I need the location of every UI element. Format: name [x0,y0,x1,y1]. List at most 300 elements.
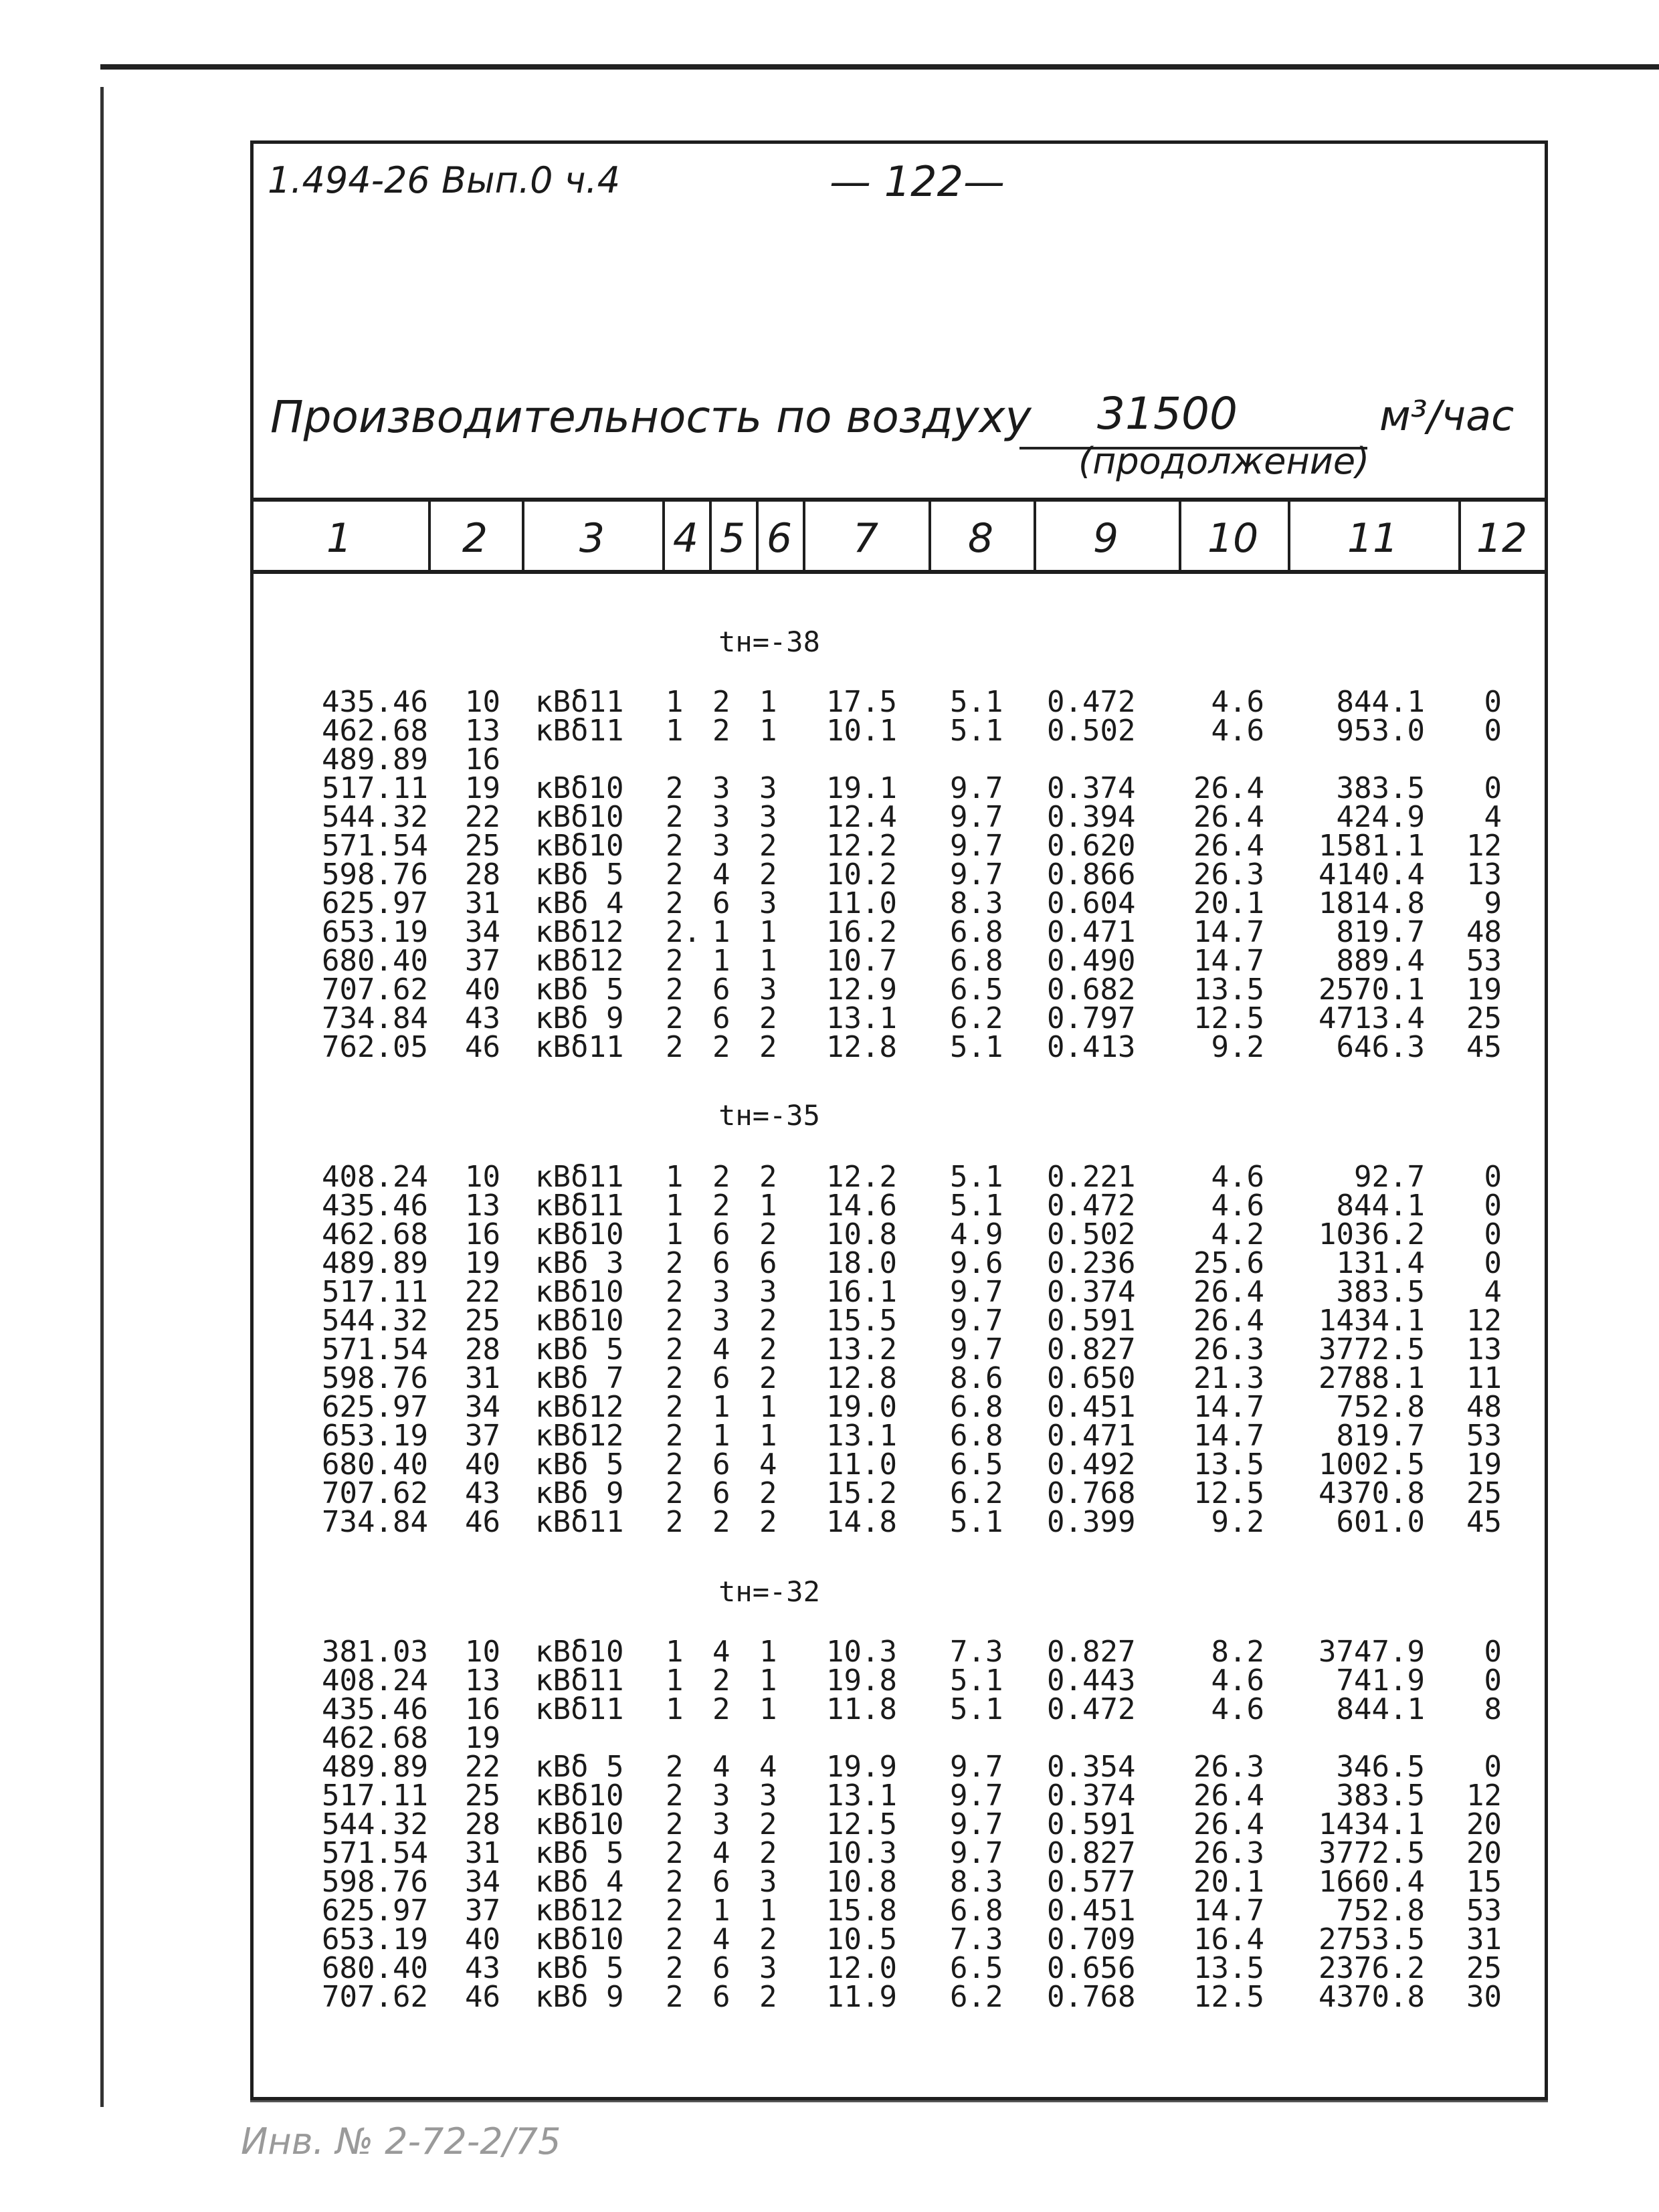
table-cell: 0.827 [1047,1332,1136,1367]
table-cell: 1660.4 [1319,1865,1425,1899]
table-cell: 462.68 [322,714,428,748]
table-cell: 2 [666,1951,684,1985]
table-cell: 2 [666,886,684,920]
table-cell: 2 [666,1419,684,1453]
table-cell: 14.7 [1193,1894,1264,1928]
table-cell: кВδ 7 [535,1361,624,1395]
table-cell: 31 [1466,1922,1502,1956]
table-cell: 489.89 [322,1246,428,1280]
table-cell: 43 [465,1476,500,1510]
table-cell: 2 [666,1865,684,1899]
table-cell: 2 [666,944,684,978]
table-cell: 6 [712,886,730,920]
table-cell: кВδ12 [535,944,624,978]
table-cell: 1 [666,685,684,719]
table-cell: 1581.1 [1319,829,1425,863]
table-cell: 4 [759,1750,777,1784]
table-cell: 53 [1466,944,1502,978]
table-cell: 22 [465,800,500,834]
table-cell: 2 [759,1304,777,1338]
table-cell: 544.32 [322,1304,428,1338]
table-cell: 9.7 [950,771,1003,805]
table-cell: 12 [1466,829,1502,863]
table-cell: 4 [712,1922,730,1956]
column-header: 11 [1347,515,1399,562]
table-cell: 45 [1466,1505,1502,1539]
table-cell: 2 [666,1980,684,2014]
table-cell: 1 [759,1664,777,1698]
table-cell: 5.1 [950,1160,1003,1194]
table-cell: 0.399 [1047,1505,1136,1539]
table-cell: 4.2 [1211,1217,1264,1251]
table-cell: 2 [666,1750,684,1784]
table-cell: 752.8 [1336,1390,1425,1424]
table-cell: 1 [666,1664,684,1698]
table-cell: 0 [1484,1635,1502,1669]
table-cell: 11.0 [826,1447,897,1482]
table-cell: 4 [712,1635,730,1669]
table-cell: 0.236 [1047,1246,1136,1280]
table-cell: 19.1 [826,771,897,805]
table-cell: 1 [759,685,777,719]
table-cell: кВδ11 [535,1692,624,1726]
table-cell: 2 [759,1476,777,1510]
table-cell: 462.68 [322,1217,428,1251]
table-cell: кВδ11 [535,1505,624,1539]
table-cell: 12.4 [826,800,897,834]
table-cell: 0.472 [1047,685,1136,719]
table-cell: 9.7 [950,1750,1003,1784]
table-cell: 13 [465,1189,500,1223]
table-cell: 0.221 [1047,1160,1136,1194]
table-cell: 408.24 [322,1664,428,1698]
table-cell: 1 [666,1692,684,1726]
table-cell: 2 [666,1275,684,1309]
table-cell: 45 [1466,1030,1502,1064]
table-cell: кВδ11 [535,1160,624,1194]
table-cell: 26.3 [1193,1332,1264,1367]
table-cell: 10 [465,1635,500,1669]
table-cell: 2 [759,1217,777,1251]
table-cell: 2 [759,1836,777,1870]
table-cell: кВδ11 [535,1664,624,1698]
table-cell: 40 [465,1447,500,1482]
table-cell: 7.3 [950,1635,1003,1669]
table-cell: 13 [1466,858,1502,892]
table-cell: 2 [666,1001,684,1035]
table-cell: 9.2 [1211,1030,1264,1064]
table-cell: 752.8 [1336,1894,1425,1928]
column-divider [250,498,253,573]
table-cell: 6 [712,1361,730,1395]
table-cell: 12.2 [826,1160,897,1194]
column-divider [1288,498,1290,573]
table-cell: 0 [1484,1189,1502,1223]
table-cell: 625.97 [322,1894,428,1928]
footer-stamp: Инв. № 2-72-2/75 [241,2120,561,2163]
table-cell: 653.19 [322,1922,428,1956]
table-cell: 544.32 [322,800,428,834]
table-cell: 2 [759,1001,777,1035]
table-cell: 0 [1484,771,1502,805]
table-cell: 6 [712,1001,730,1035]
table-cell: кВδ 9 [535,1980,624,2014]
table-cell: 707.62 [322,1476,428,1510]
table-cell: 2 [666,1332,684,1367]
table-cell: кВδ 5 [535,1750,624,1784]
table-cell: 6 [712,1217,730,1251]
table-cell: 0 [1484,1664,1502,1698]
table-cell: 819.7 [1336,915,1425,949]
table-cell: 13.1 [826,1779,897,1813]
table-cell: 0.620 [1047,829,1136,863]
sheet-left-edge [100,87,104,2107]
table-cell: 424.9 [1336,800,1425,834]
table-cell: 0.768 [1047,1476,1136,1510]
table-cell: 0.443 [1047,1664,1136,1698]
table-cell: 517.11 [322,1779,428,1813]
table-cell: 16 [465,1692,500,1726]
table-cell: 6.8 [950,944,1003,978]
table-cell: 40 [465,973,500,1007]
table-cell: 8 [1484,1692,1502,1726]
table-cell: 4.6 [1211,1160,1264,1194]
table-cell: 3 [759,973,777,1007]
table-cell: 131.4 [1336,1246,1425,1280]
table-cell: 2 [759,858,777,892]
table-cell: 1 [666,1189,684,1223]
table-cell: 19 [465,771,500,805]
table-cell: 1434.1 [1319,1807,1425,1841]
table-cell: 3 [712,1779,730,1813]
table-cell: 383.5 [1336,771,1425,805]
table-cell: 6 [712,1476,730,1510]
table-cell: 0.591 [1047,1304,1136,1338]
table-cell: 25.6 [1193,1246,1264,1280]
column-header: 12 [1476,515,1528,562]
table-cell: 1 [666,1160,684,1194]
table-cell: 11 [1466,1361,1502,1395]
table-cell: 598.76 [322,1361,428,1395]
column-header: 6 [766,515,793,562]
table-cell: 30 [1466,1980,1502,2014]
table-cell: 16.2 [826,915,897,949]
table-cell: 435.46 [322,685,428,719]
table-cell: 48 [1466,915,1502,949]
table-cell: 34 [465,1865,500,1899]
table-cell: 2 [666,1922,684,1956]
table-cell: 8.2 [1211,1635,1264,1669]
table-cell: 1 [759,1390,777,1424]
header-top-rule [250,498,1548,502]
table-cell: 6 [712,1246,730,1280]
table-cell: 2788.1 [1319,1361,1425,1395]
table-cell: 10.2 [826,858,897,892]
table-cell: кВδ 9 [535,1476,624,1510]
table-cell: 3 [759,1275,777,1309]
table-cell: 383.5 [1336,1275,1425,1309]
table-cell: 17.5 [826,685,897,719]
table-cell: 0.451 [1047,1894,1136,1928]
table-cell: 1 [759,714,777,748]
column-header: 4 [672,515,699,562]
table-cell: 14.6 [826,1189,897,1223]
header-bottom-rule [250,570,1548,574]
table-cell: 571.54 [322,1836,428,1870]
column-divider [1545,498,1548,573]
table-cell: 10.1 [826,714,897,748]
table-cell: 1 [759,1189,777,1223]
table-cell: 9.7 [950,1836,1003,1870]
table-cell: 2376.2 [1319,1951,1425,1985]
table-cell: 31 [465,886,500,920]
column-divider [929,498,931,573]
column-header: 7 [852,515,879,562]
table-cell: кВδ10 [535,1922,624,1956]
table-cell: 0 [1484,685,1502,719]
table-cell: 26.4 [1193,771,1264,805]
table-cell: 8.6 [950,1361,1003,1395]
table-cell: 1434.1 [1319,1304,1425,1338]
table-cell: 2 [666,1779,684,1813]
table-cell: 734.84 [322,1505,428,1539]
table-cell: кВδ 5 [535,1447,624,1482]
table-cell: 1 [712,915,730,949]
table-cell: 22 [465,1750,500,1784]
table-cell: 0 [1484,1246,1502,1280]
table-cell: 741.9 [1336,1664,1425,1698]
table-cell: 707.62 [322,973,428,1007]
column-divider [1034,498,1036,573]
table-cell: 19.0 [826,1390,897,1424]
table-cell: 26.4 [1193,1304,1264,1338]
table-cell: кВδ10 [535,771,624,805]
table-cell: 14.7 [1193,1419,1264,1453]
table-cell: 6.5 [950,1447,1003,1482]
table-cell: 5.1 [950,685,1003,719]
table-cell: 4 [712,1836,730,1870]
table-cell: 435.46 [322,1692,428,1726]
table-cell: 10.3 [826,1836,897,1870]
table-cell: 571.54 [322,829,428,863]
table-cell: 26.4 [1193,1275,1264,1309]
table-cell: 2 [759,1332,777,1367]
table-cell: 10.5 [826,1922,897,1956]
table-cell: 16.4 [1193,1922,1264,1956]
table-cell: 707.62 [322,1980,428,2014]
table-cell: 12.8 [826,1030,897,1064]
table-cell: 6.5 [950,1951,1003,1985]
table-cell: 14.7 [1193,944,1264,978]
table-cell: 1036.2 [1319,1217,1425,1251]
table-cell: 2 [666,1505,684,1539]
table-cell: 598.76 [322,1865,428,1899]
table-cell: 5.1 [950,1189,1003,1223]
table-cell: 3 [712,771,730,805]
table-cell: 13.1 [826,1001,897,1035]
table-cell: 25 [465,1779,500,1813]
table-cell: 844.1 [1336,685,1425,719]
capacity-value: 31500 [1097,388,1238,439]
table-cell: 2 [666,858,684,892]
table-cell: 43 [465,1001,500,1035]
table-cell: 12.5 [1193,1980,1264,2014]
table-cell: 4.6 [1211,1664,1264,1698]
table-cell: 0.492 [1047,1447,1136,1482]
table-cell: 2 [712,685,730,719]
table-cell: 2 [759,1160,777,1194]
table-cell: кВδ10 [535,1807,624,1841]
table-cell: 6 [712,1447,730,1482]
table-cell: 15.2 [826,1476,897,1510]
table-cell: кВδ11 [535,1189,624,1223]
table-cell: 9.7 [950,1304,1003,1338]
table-cell: 2 [666,973,684,1007]
table-cell: 346.5 [1336,1750,1425,1784]
table-cell: кВδ 9 [535,1001,624,1035]
table-cell: 5.1 [950,1664,1003,1698]
table-cell: 3 [759,886,777,920]
table-cell: 20 [1466,1807,1502,1841]
table-cell: кВδ10 [535,1635,624,1669]
table-cell: 28 [465,1332,500,1367]
table-cell: кВδ12 [535,1894,624,1928]
table-cell: кВδ 5 [535,1951,624,1985]
table-cell: 15.5 [826,1304,897,1338]
table-cell: 25 [465,829,500,863]
table-cell: 4 [1484,1275,1502,1309]
table-cell: 12 [1466,1779,1502,1813]
table-cell: 6.2 [950,1980,1003,2014]
table-cell: 25 [465,1304,500,1338]
table-cell: 2 [666,1030,684,1064]
table-cell: 0.591 [1047,1807,1136,1841]
table-cell: 20.1 [1193,886,1264,920]
table-cell: 25 [1466,1476,1502,1510]
table-cell: кВδ12 [535,915,624,949]
table-cell: 4 [1484,800,1502,834]
table-cell: 2 [712,1160,730,1194]
table-cell: 1 [666,1635,684,1669]
table-cell: 0.451 [1047,1390,1136,1424]
table-cell: 2 [666,800,684,834]
table-cell: 0 [1484,1160,1502,1194]
table-cell: 43 [465,1951,500,1985]
table-cell: 4.6 [1211,685,1264,719]
table-cell: 9.2 [1211,1505,1264,1539]
table-cell: 21.3 [1193,1361,1264,1395]
table-cell: 19 [465,1246,500,1280]
table-cell: 1 [759,915,777,949]
table-cell: 517.11 [322,1275,428,1309]
table-cell: 625.97 [322,1390,428,1424]
table-cell: 6.8 [950,1419,1003,1453]
table-cell: 1 [712,1390,730,1424]
table-cell: 2 [759,1505,777,1539]
table-cell: кВδ 5 [535,858,624,892]
table-cell: 26.4 [1193,1779,1264,1813]
table-cell: 0.709 [1047,1922,1136,1956]
table-cell: кВδ 4 [535,1865,624,1899]
table-cell: 9.7 [950,858,1003,892]
table-cell: 1 [759,1692,777,1726]
table-cell: 2 [666,1361,684,1395]
table-cell: 4370.8 [1319,1476,1425,1510]
page-number: — 122— [830,157,1005,206]
table-cell: 26.4 [1193,1807,1264,1841]
table-cell: 25 [1466,1001,1502,1035]
table-cell: 1814.8 [1319,886,1425,920]
table-cell: 6.8 [950,1894,1003,1928]
table-cell: 762.05 [322,1030,428,1064]
table-cell: 680.40 [322,944,428,978]
table-cell: 3 [759,1951,777,1985]
table-cell: 0.577 [1047,1865,1136,1899]
column-divider [428,498,431,573]
column-divider [1179,498,1181,573]
table-cell: 544.32 [322,1807,428,1841]
table-cell: 37 [465,944,500,978]
table-cell: 1 [712,1894,730,1928]
table-cell: 1 [666,1217,684,1251]
table-cell: 0.374 [1047,771,1136,805]
table-cell: 0.374 [1047,1779,1136,1813]
table-cell: 37 [465,1894,500,1928]
table-cell: 53 [1466,1894,1502,1928]
table-cell: 4.6 [1211,1189,1264,1223]
table-cell: 13 [465,714,500,748]
table-cell: 10.8 [826,1865,897,1899]
table-cell: 19.8 [826,1664,897,1698]
column-header: 5 [719,515,746,562]
table-cell: 571.54 [322,1332,428,1367]
column-header: 2 [462,515,488,562]
table-cell: 13.5 [1193,1951,1264,1985]
table-cell: 4140.4 [1319,858,1425,892]
table-cell: 6 [712,1865,730,1899]
table-cell: 13.5 [1193,1447,1264,1482]
table-cell: 2 [712,1505,730,1539]
table-cell: 12 [1466,1304,1502,1338]
column-divider [522,498,524,573]
table-cell: 0.768 [1047,1980,1136,2014]
table-cell: 0.471 [1047,915,1136,949]
table-cell: 680.40 [322,1447,428,1482]
table-cell: 0 [1484,1750,1502,1784]
table-cell: 2 [759,1030,777,1064]
table-cell: 1 [759,1894,777,1928]
table-cell: кВδ11 [535,714,624,748]
table-cell: 653.19 [322,1419,428,1453]
table-cell: кВδ10 [535,1217,624,1251]
section-title: tн=-38 [718,625,820,658]
table-cell: кВδ12 [535,1419,624,1453]
section-title: tн=-35 [718,1099,820,1132]
table-cell: 2 [759,1807,777,1841]
table-cell: 0.472 [1047,1189,1136,1223]
table-cell: 3 [759,800,777,834]
table-cell: 26.3 [1193,858,1264,892]
table-cell: 2 [666,1836,684,1870]
table-cell: 13.5 [1193,973,1264,1007]
table-cell: 4.6 [1211,714,1264,748]
table-cell: 653.19 [322,915,428,949]
table-cell: 6 [712,1980,730,2014]
table-cell: 2 [666,829,684,863]
table-cell: 0.471 [1047,1419,1136,1453]
table-cell: 844.1 [1336,1189,1425,1223]
table-cell: 1 [759,1419,777,1453]
